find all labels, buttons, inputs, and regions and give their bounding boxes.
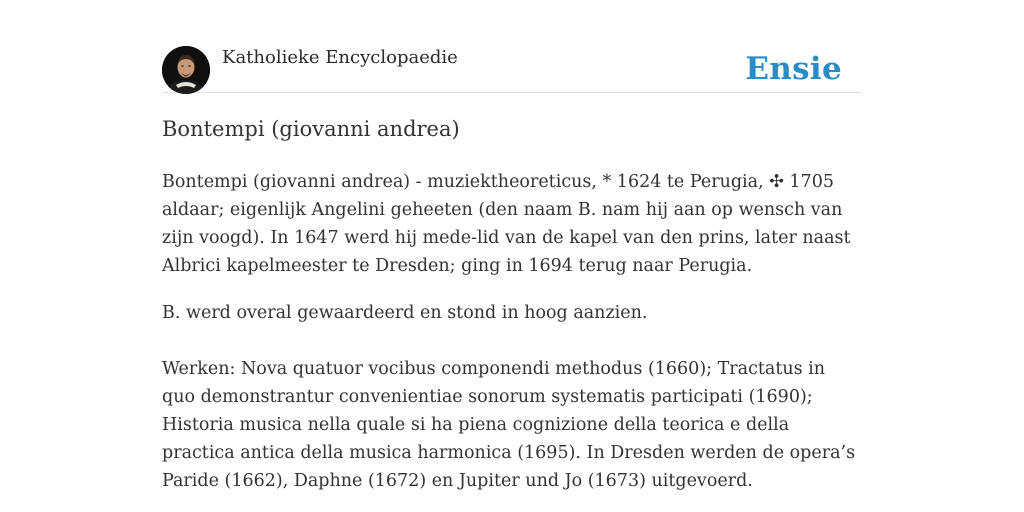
source-name[interactable]: Katholieke Encyclopaedie: [222, 47, 458, 68]
article-paragraph: Werken: Nova quatuor vocibus componendi methodus (1660); Tractatus in quo demonstrantur convenientiae sonorum systematis participati (1690); Historia musica nella quale si ha piena cognizione della teorica e della practica antica della musica harmonica (1695). In Dresden werden de opera’s Paride (1662), Daphne (1672) en Jupiter und Jo (1673) uitgevoerd.: [162, 359, 856, 491]
article-paragraph: Bontempi (giovanni andrea) - muziektheoreticus, * 1624 te Perugia, ✣ 1705 aldaar; eigenlijk Angelini geheeten (den naam B. nam hij aan op wensch van zijn voogd). In 1647 werd hij mede-lid van de kapel van den prins, later naast Albrici kapelmeester te Dresden; ging in 1694 terug naar Perugia.: [162, 172, 851, 276]
page-header: [162, 46, 862, 93]
article-paragraph: B. werd overal gewaardeerd en stond in hoog aanzien.: [162, 303, 648, 323]
article-body: [162, 168, 862, 495]
portrait-avatar-icon[interactable]: [162, 46, 210, 94]
brand-logo[interactable]: Ensie: [745, 51, 842, 87]
page-title: Bontempi (giovanni andrea): [162, 117, 460, 141]
